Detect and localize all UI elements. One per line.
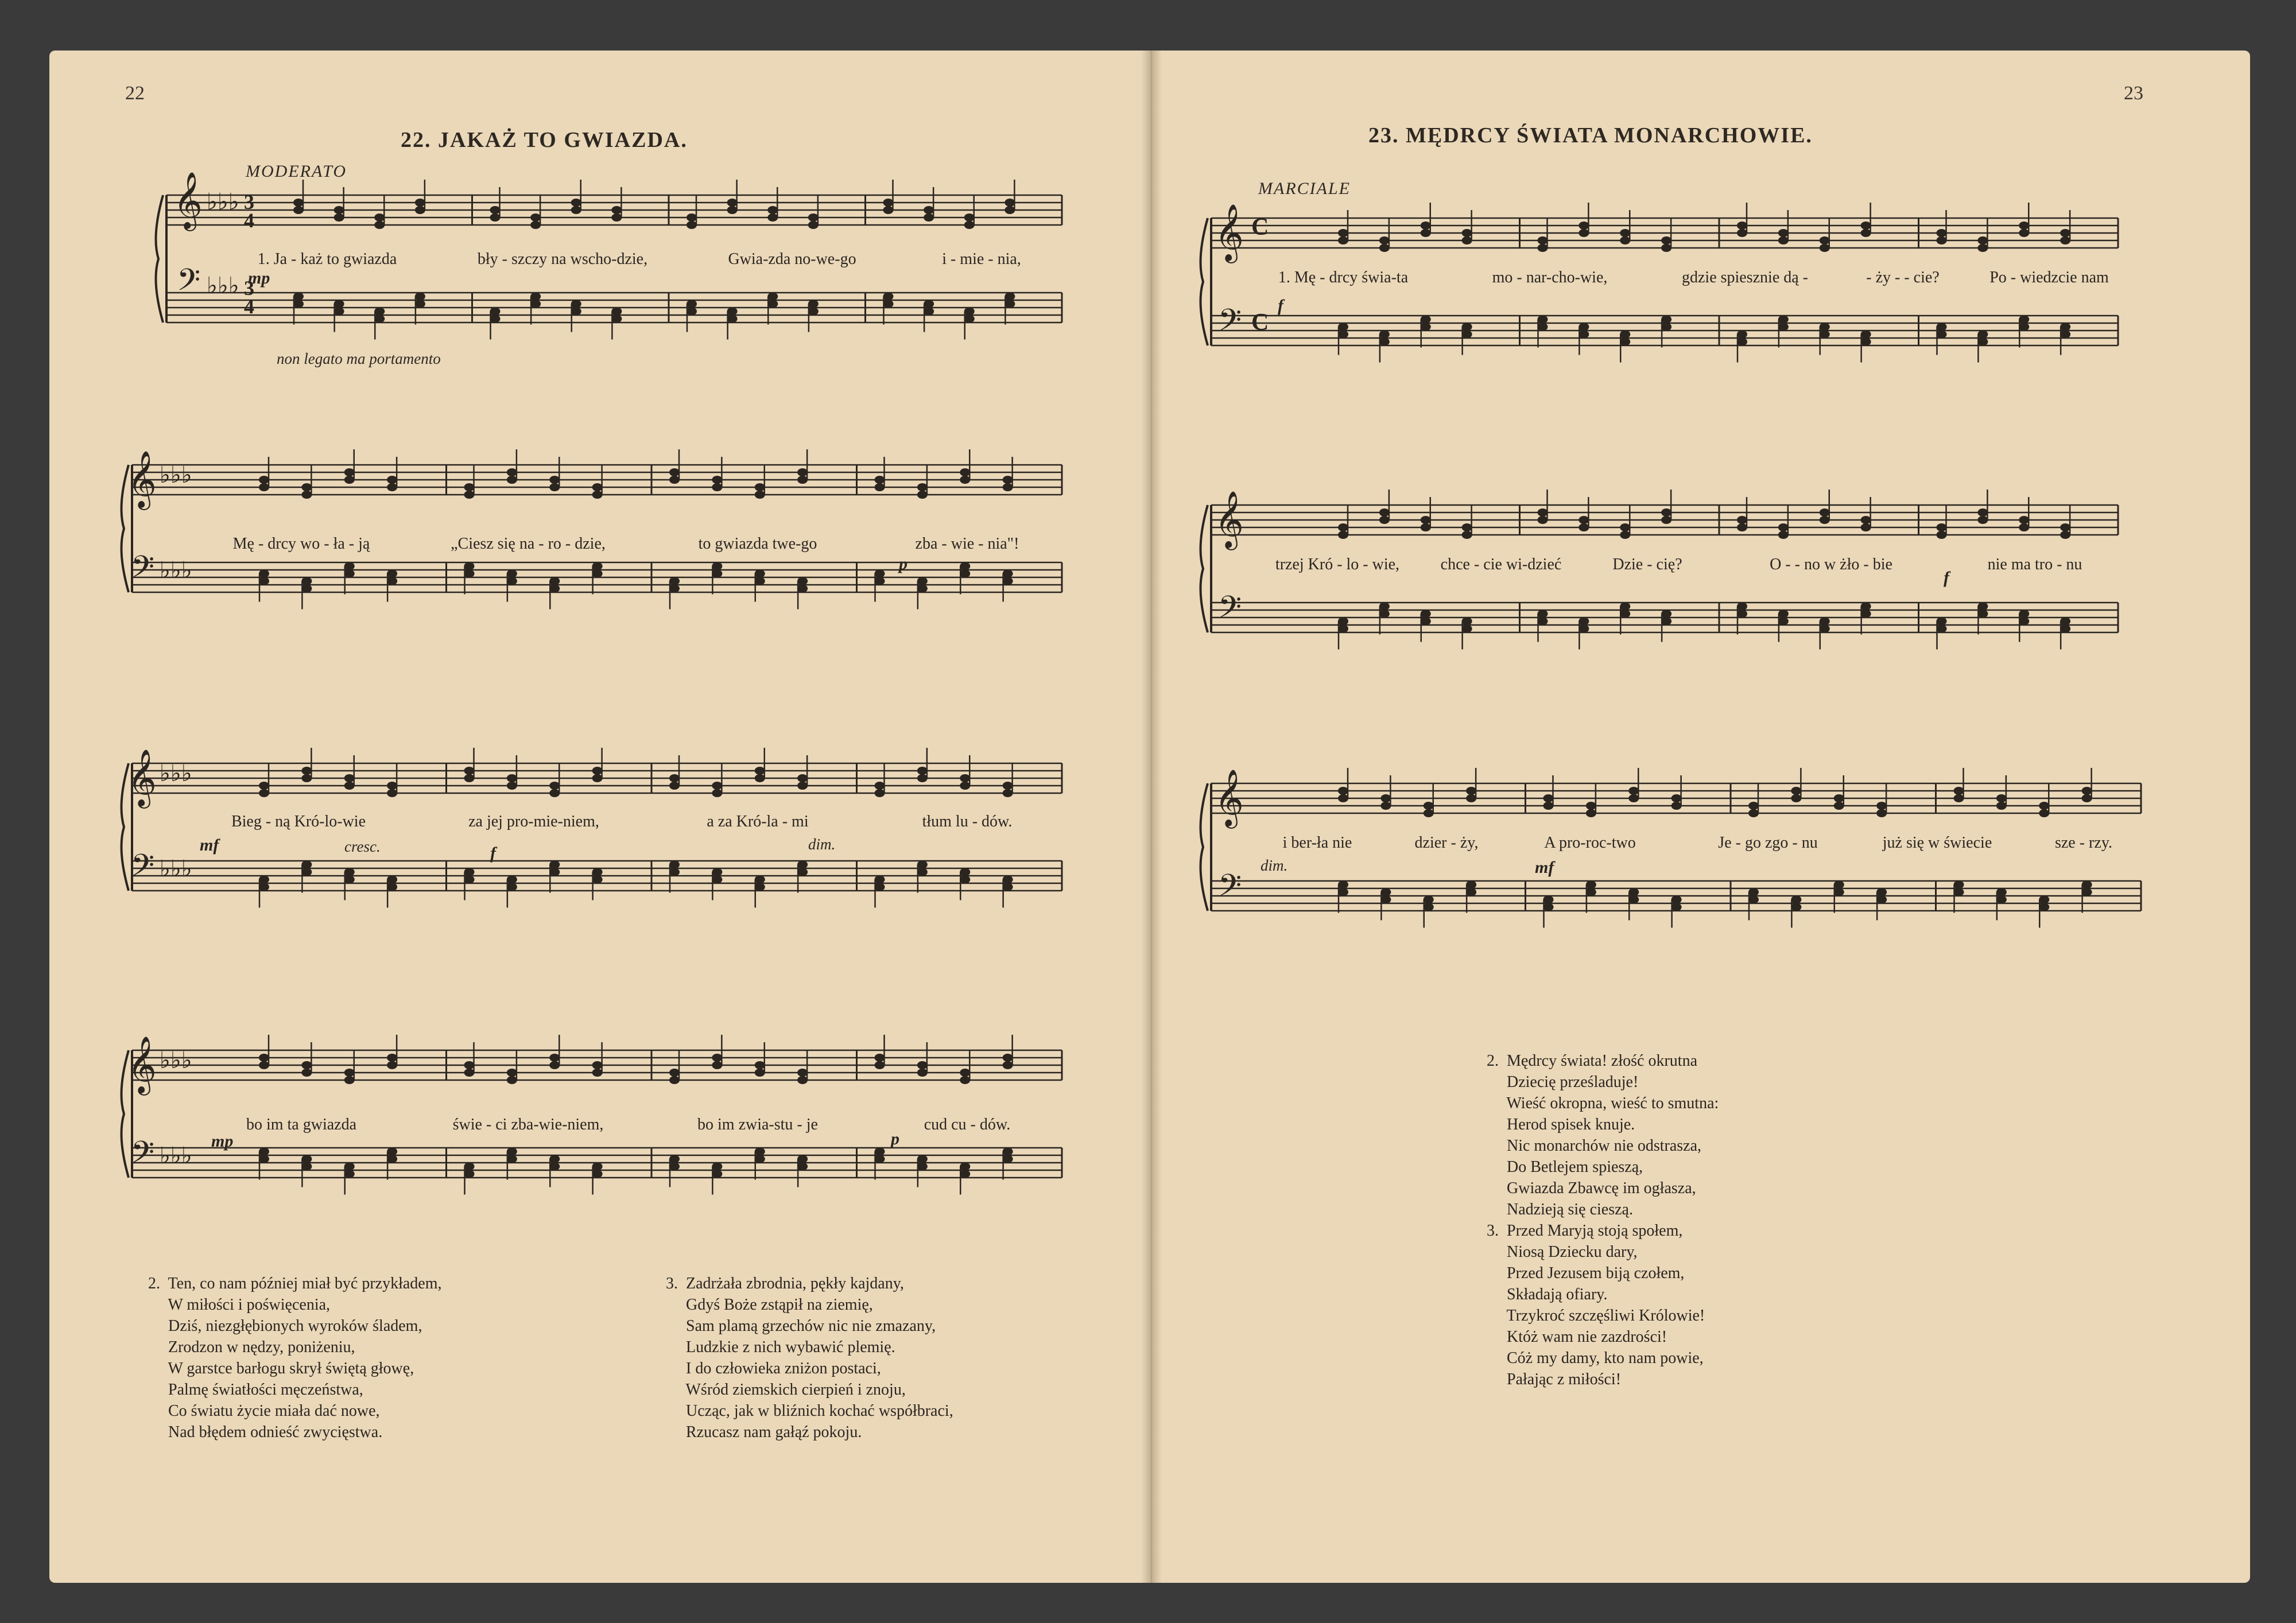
staff-lines bbox=[115, 448, 1068, 620]
staff-lines bbox=[1194, 201, 2124, 373]
dynamic-marking: f bbox=[1278, 296, 1283, 315]
lyric-segment: za jej pro-mie-niem, bbox=[468, 813, 599, 830]
bass-clef-icon: 𝄢 bbox=[131, 550, 155, 592]
time-signature: 3 4 bbox=[244, 191, 254, 232]
dynamic-marking: p bbox=[899, 554, 907, 573]
time-signature-bass: C bbox=[1251, 309, 1269, 336]
treble-clef-icon: 𝄞 bbox=[127, 1036, 157, 1093]
dynamic-marking: mf bbox=[1535, 858, 1554, 877]
time-signature: C bbox=[1251, 214, 1269, 240]
dynamic-marking: f bbox=[490, 844, 496, 863]
lyric-segment: 1. Ja - każ to gwiazda bbox=[257, 250, 397, 268]
lyric-segment: i ber-ła nie bbox=[1282, 834, 1352, 852]
bass-clef-icon: 𝄢 bbox=[1218, 303, 1242, 345]
bass-clef-icon: 𝄢 bbox=[177, 263, 201, 305]
dynamic-marking: cresc. bbox=[344, 838, 381, 855]
lyric-segment: trzej Kró - lo - wie, bbox=[1275, 556, 1400, 573]
lyric-segment: zba - wie - nia"! bbox=[915, 535, 1019, 553]
page-number: 22 bbox=[125, 83, 145, 104]
dynamic-marking: dim. bbox=[1261, 857, 1288, 874]
dynamic-marking: f bbox=[1944, 568, 1949, 587]
song-title: 22. JAKAŻ TO GWIAZDA. bbox=[401, 128, 688, 152]
key-signature-bass: ♭♭♭ bbox=[207, 273, 239, 299]
tempo-marking: MODERATO bbox=[246, 162, 347, 181]
time-signature-bass: 3 4 bbox=[244, 277, 254, 319]
treble-clef-icon: 𝄞 bbox=[173, 172, 203, 229]
verse-3-text: 3. Zadrżała zbrodnia, pękły kajdany, Gdyś Boże zstąpił na ziemię, Sam plamą grzechów nic nie zmazany, Ludzkie z nich wybawić plemię. I do człowieka zniżon postaci, Wśród ziemskich cierpień i znoju, Ucząc, jak w bliźnich kochać współbraci, Rzucasz nam gałąź pokoju. bbox=[666, 1275, 953, 1441]
lyric-segment: nie ma tro - nu bbox=[1987, 556, 2082, 573]
lyric-segment: „Ciesz się na - ro - dzie, bbox=[451, 535, 606, 553]
key-signature-treble: ♭♭♭ bbox=[160, 1047, 192, 1074]
key-signature-treble: ♭♭♭ bbox=[160, 760, 192, 787]
treble-clef-icon: 𝄞 bbox=[1215, 769, 1244, 826]
lyric-segment: Je - go zgo - nu bbox=[1718, 834, 1818, 852]
lyric-segment: cud cu - dów. bbox=[924, 1116, 1011, 1133]
bass-clef-icon: 𝄢 bbox=[131, 848, 155, 891]
staff-lines bbox=[1194, 766, 2147, 938]
lyric-segment: Mę - drcy wo - ła - ją bbox=[232, 535, 370, 553]
lyric-segment: i - mie - nia, bbox=[942, 250, 1021, 268]
treble-clef-icon: 𝄞 bbox=[127, 749, 157, 806]
lyric-segment: gdzie spiesznie dą - bbox=[1681, 269, 1809, 286]
lyric-segment: tłum lu - dów. bbox=[922, 813, 1013, 830]
song-title: 23. MĘDRCY ŚWIATA MONARCHOWIE. bbox=[1368, 123, 1813, 147]
key-signature-bass: ♭♭♭ bbox=[160, 856, 192, 882]
lyric-segment: dzier - ży, bbox=[1414, 834, 1479, 852]
lyric-segment: już się w świecie bbox=[1882, 834, 1992, 852]
lyric-segment: chce - cie wi-dzieć bbox=[1440, 556, 1562, 573]
lyric-segment: A pro-roc-two bbox=[1544, 834, 1636, 852]
performance-note: non legato ma portamento bbox=[277, 350, 441, 367]
lyric-segment: mo - nar-cho-wie, bbox=[1492, 269, 1608, 286]
lyric-segment: Po - wiedzcie nam bbox=[1989, 269, 2109, 286]
lyric-segment: bły - szczy na wscho-dzie, bbox=[477, 250, 648, 268]
lyric-segment: - ży - - cie? bbox=[1866, 269, 1940, 286]
treble-clef-icon: 𝄞 bbox=[127, 451, 157, 508]
bass-clef-icon: 𝄢 bbox=[1218, 590, 1242, 632]
lyric-segment: O - - no w żło - bie bbox=[1770, 556, 1892, 573]
lyric-segment: to gwiazda twe-go bbox=[698, 535, 817, 553]
treble-clef-icon: 𝄞 bbox=[1215, 204, 1244, 261]
dynamic-marking: p bbox=[891, 1129, 899, 1148]
staff-lines bbox=[1194, 488, 2124, 660]
staff-lines bbox=[115, 746, 1068, 918]
dynamic-marking: mf bbox=[200, 836, 219, 855]
lyric-segment: świe - ci zba-wie-niem, bbox=[452, 1116, 604, 1133]
lyric-segment: Dzie - cię? bbox=[1612, 556, 1682, 573]
key-signature-bass: ♭♭♭ bbox=[160, 1143, 192, 1169]
lyric-segment: Bieg - ną Kró-lo-wie bbox=[231, 813, 366, 830]
book-gutter bbox=[1141, 51, 1162, 1583]
treble-clef-icon: 𝄞 bbox=[1215, 491, 1244, 548]
lyric-segment: 1. Mę - drcy świa-ta bbox=[1278, 269, 1409, 286]
lyric-segment: a za Kró-la - mi bbox=[707, 813, 809, 830]
key-signature-bass: ♭♭♭ bbox=[160, 557, 192, 584]
verse-2-text: 2. Ten, co nam później miał być przykładem, W miłości i poświęcenia, Dziś, niezgłębionych wyroków śladem, Zrodzon w nędzy, poniżeniu, W garstce barłogu skrył świętą głowę, Palmę światłości męczeństwa, Co światu życie miała dać nowe, Nad błędem odnieść zwycięstwa. bbox=[148, 1275, 442, 1441]
dynamic-marking: mp bbox=[248, 269, 270, 288]
bass-clef-icon: 𝄢 bbox=[1218, 868, 1242, 911]
page-number: 23 bbox=[2124, 83, 2143, 104]
dynamic-marking: mp bbox=[211, 1132, 234, 1151]
key-signature-treble: ♭♭♭ bbox=[207, 189, 239, 215]
key-signature-treble: ♭♭♭ bbox=[160, 462, 192, 488]
verses-text: 2. Mędrcy świata! złość okrutna Dziecię prześladuje! Wieść okropna, wieść to smutna: Herod spisek knuje. Nic monarchów nie odstrasza, Do Betlejem spieszą, Gwiazda Zbawcę im ogłasza, Nadzieją się cieszą. 3. Przed Maryją stoją społem, Niosą Dziecku dary, Przed Jezusem biją czołem, Składają ofiary. Trzykroć szczęśliwi Królowie! Któż wam nie zazdrości! Cóż my damy, kto nam powie, Pałając z miłości! bbox=[1487, 1052, 1719, 1388]
lyric-segment: sze - rzy. bbox=[2054, 834, 2112, 852]
lyric-segment: bo im zwia-stu - je bbox=[697, 1116, 818, 1133]
tempo-marking: MARCIALE bbox=[1258, 179, 1351, 198]
dynamic-marking: dim. bbox=[808, 836, 836, 853]
lyric-segment: bo im ta gwiazda bbox=[246, 1116, 357, 1133]
bass-clef-icon: 𝄢 bbox=[131, 1135, 155, 1178]
lyric-segment: Gwia-zda no-we-go bbox=[728, 250, 856, 268]
